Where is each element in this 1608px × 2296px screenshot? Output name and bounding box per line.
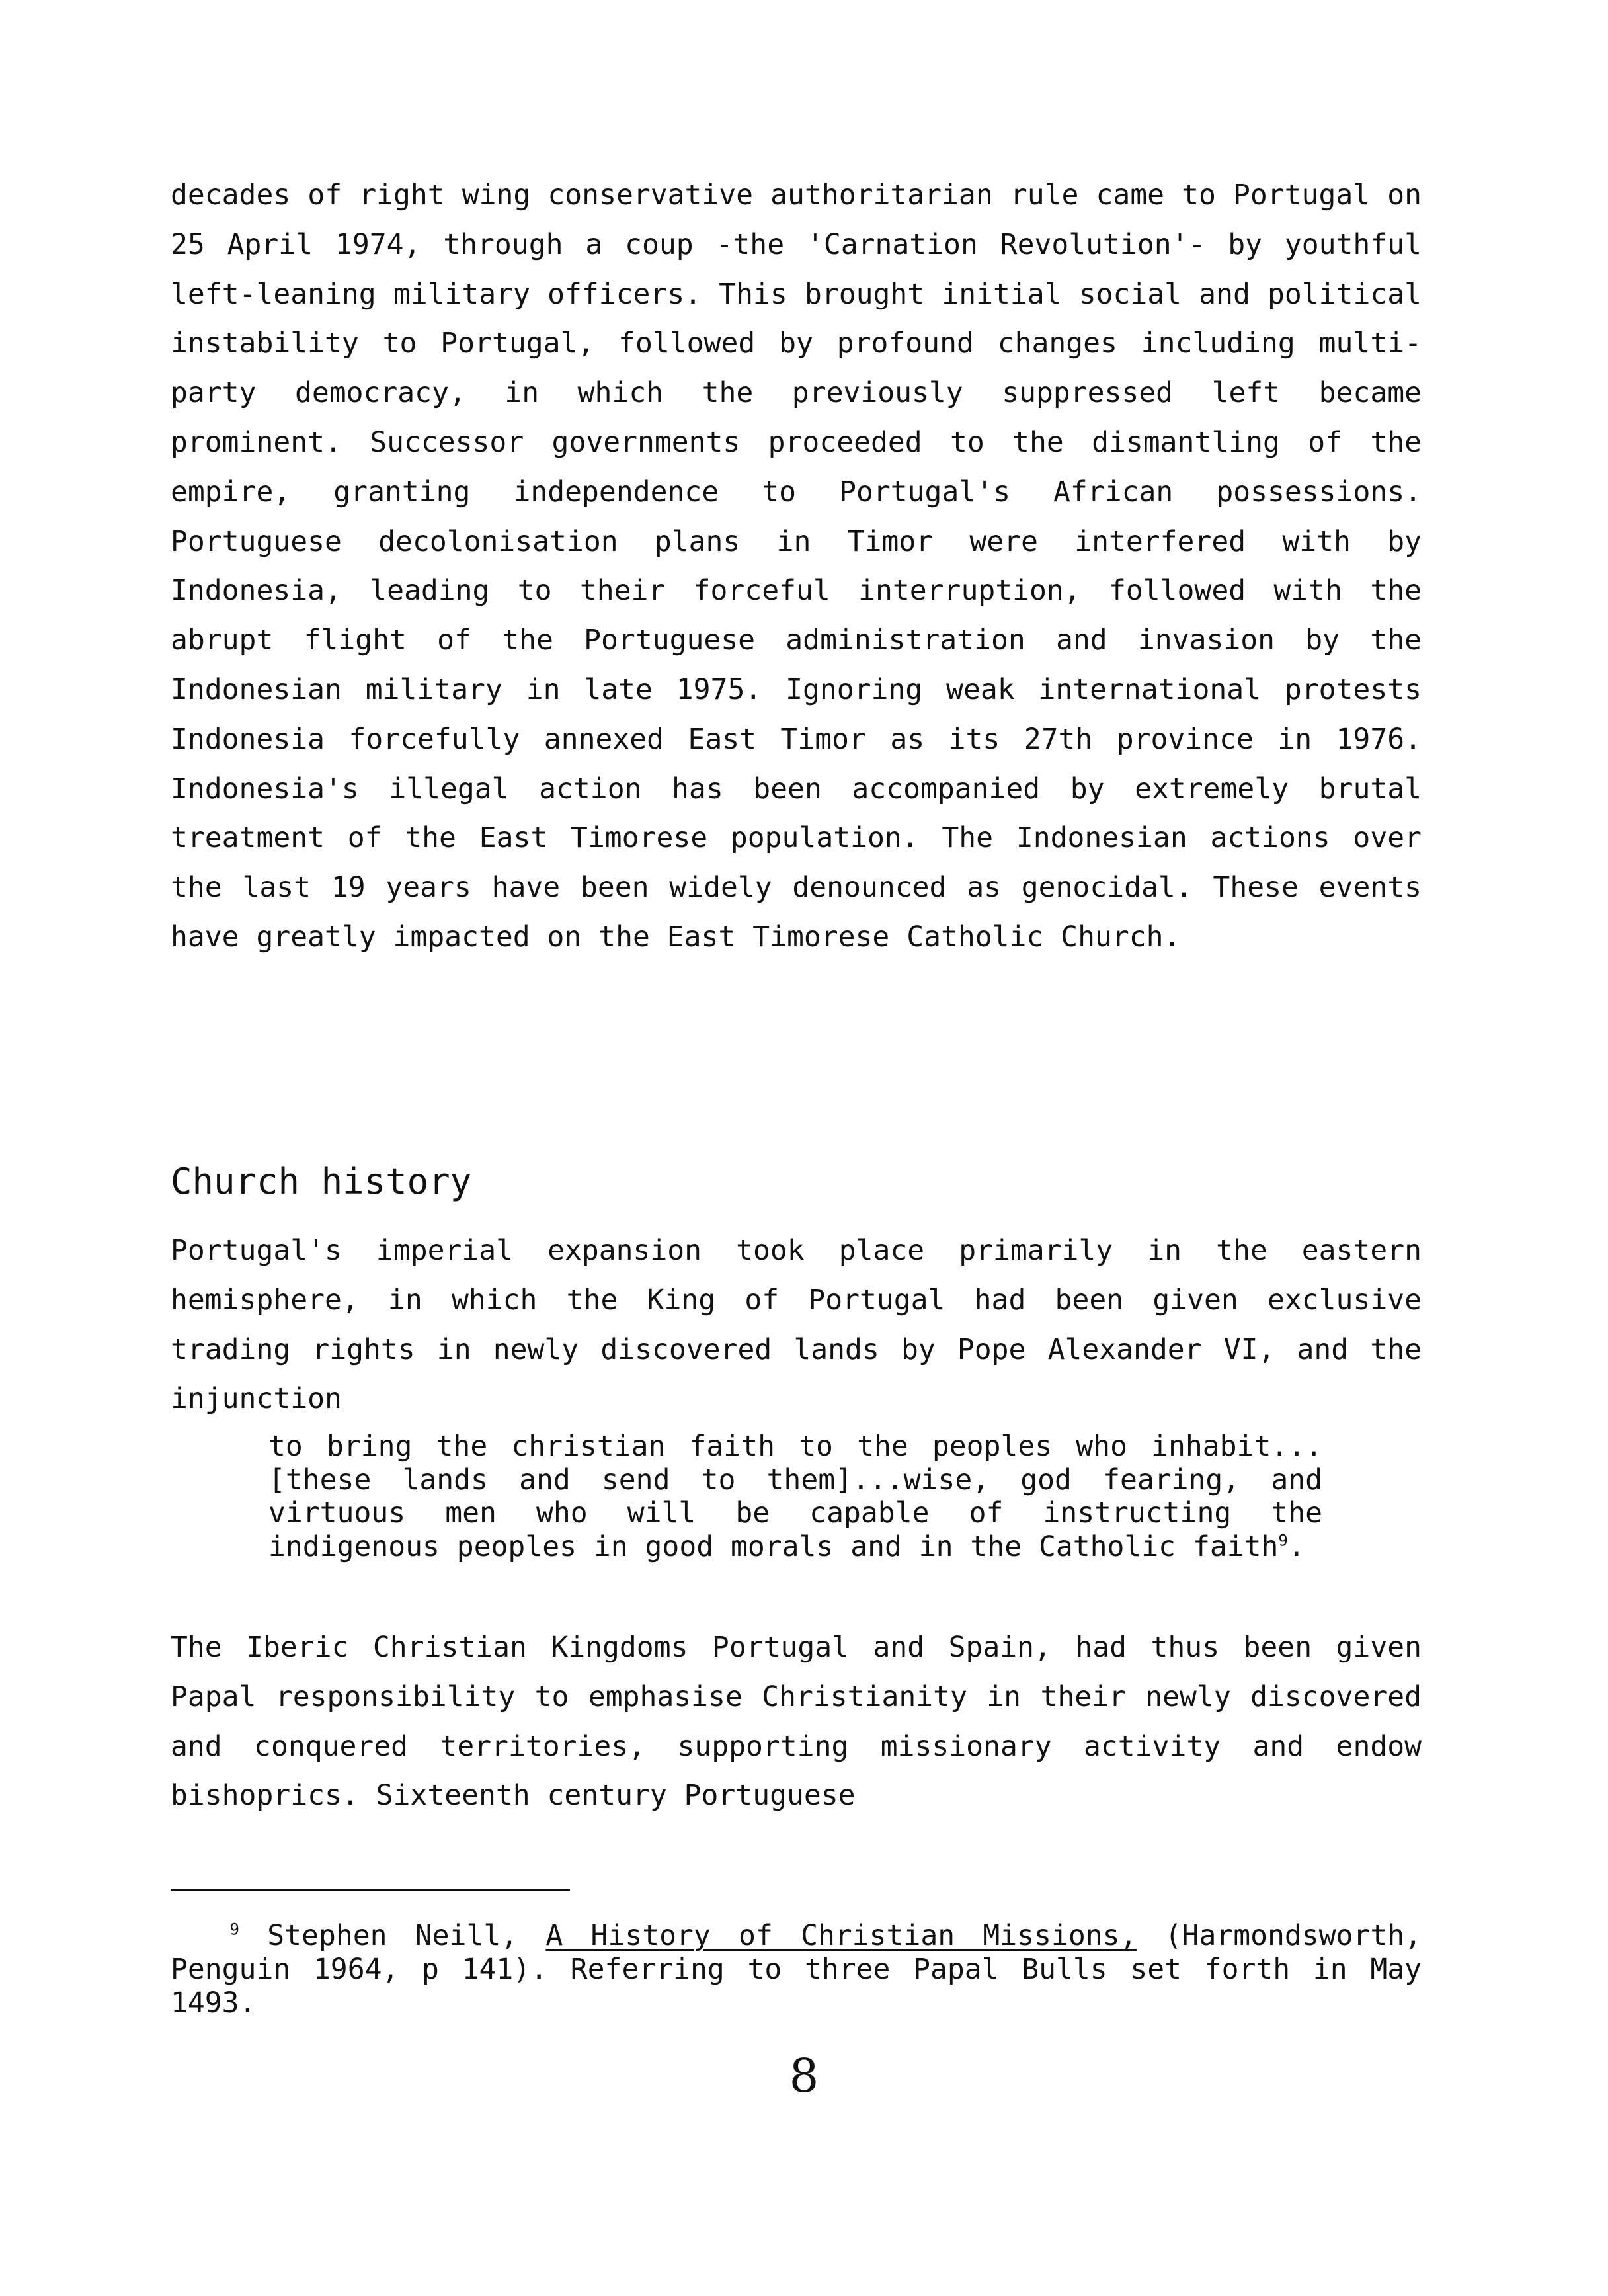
body-paragraph-3: The Iberic Christian Kingdoms Portugal and Spain, had thus been given Papal responsibility to emphasise Christianity in their newly discovered and conquered territories, supporting missionary activity and endow bishoprics. Sixteenth century Portuguese	[171, 1631, 1422, 1813]
body-paragraph-1: decades of right wing conservative authoritarian rule came to Portugal on 25 April 1974, through a coup -the 'Carnation Revolution'- by youthful left-leaning military officers. This brought initial social and political instability to Portugal, followed by profound changes including multi-party democracy, in which the previously suppressed left became prominent. Successor governments proceeded to the dismantling of the empire, granting independence to Portugal's African possessions. Portuguese decolonisation plans in Timor were interfered with by Indonesia, leading to their forceful interruption, followed with the abrupt flight of the Portuguese administration and invasion by the Indonesian military in late 1975. Ignoring weak international protests Indonesia forcefully annexed East Timor as its 27th province in 1976. Indonesia's illegal action has been accompanied by extremely brutal treatment of the East Timorese population. The Indonesian actions over the last 19 years have been widely denounced as genocidal. These events have greatly impacted on the East Timorese Catholic Church.	[171, 179, 1422, 954]
footnote-details: (Harmondsworth, Penguin 1964, p 141). Referring to three Papal Bulls set forth in May 1493.	[171, 1919, 1422, 2020]
body-paragraph-2: Portugal's imperial expansion took place primarily in the eastern hemisphere, in which the King of Portugal had been given exclusive trading rights in newly discovered lands by Pope Alexander VI, and the injunction	[171, 1234, 1422, 1416]
footnote-title: A History of Christian Missions,	[545, 1919, 1137, 1952]
block-quote	[268, 1430, 1322, 1563]
section-heading: Church history	[171, 1161, 472, 1202]
page-number: 8	[789, 2049, 819, 2103]
footnote-author: Stephen Neill,	[267, 1919, 518, 1952]
footnote-reference: 9	[1278, 1531, 1288, 1550]
footnote-number: 9	[229, 1920, 239, 1939]
footnote-marker	[171, 1919, 239, 1953]
block-quote-text: to bring the christian faith to the peoples who inhabit...[these lands and send to them]...wise, god fearing, and virtuous men who will be capable of instructing the indigenous peoples in good morals and in the Catholic faith	[268, 1430, 1322, 1563]
footnote-separator	[171, 1889, 570, 1891]
footnote	[171, 1919, 1422, 2020]
block-quote-end: .	[1287, 1530, 1305, 1563]
